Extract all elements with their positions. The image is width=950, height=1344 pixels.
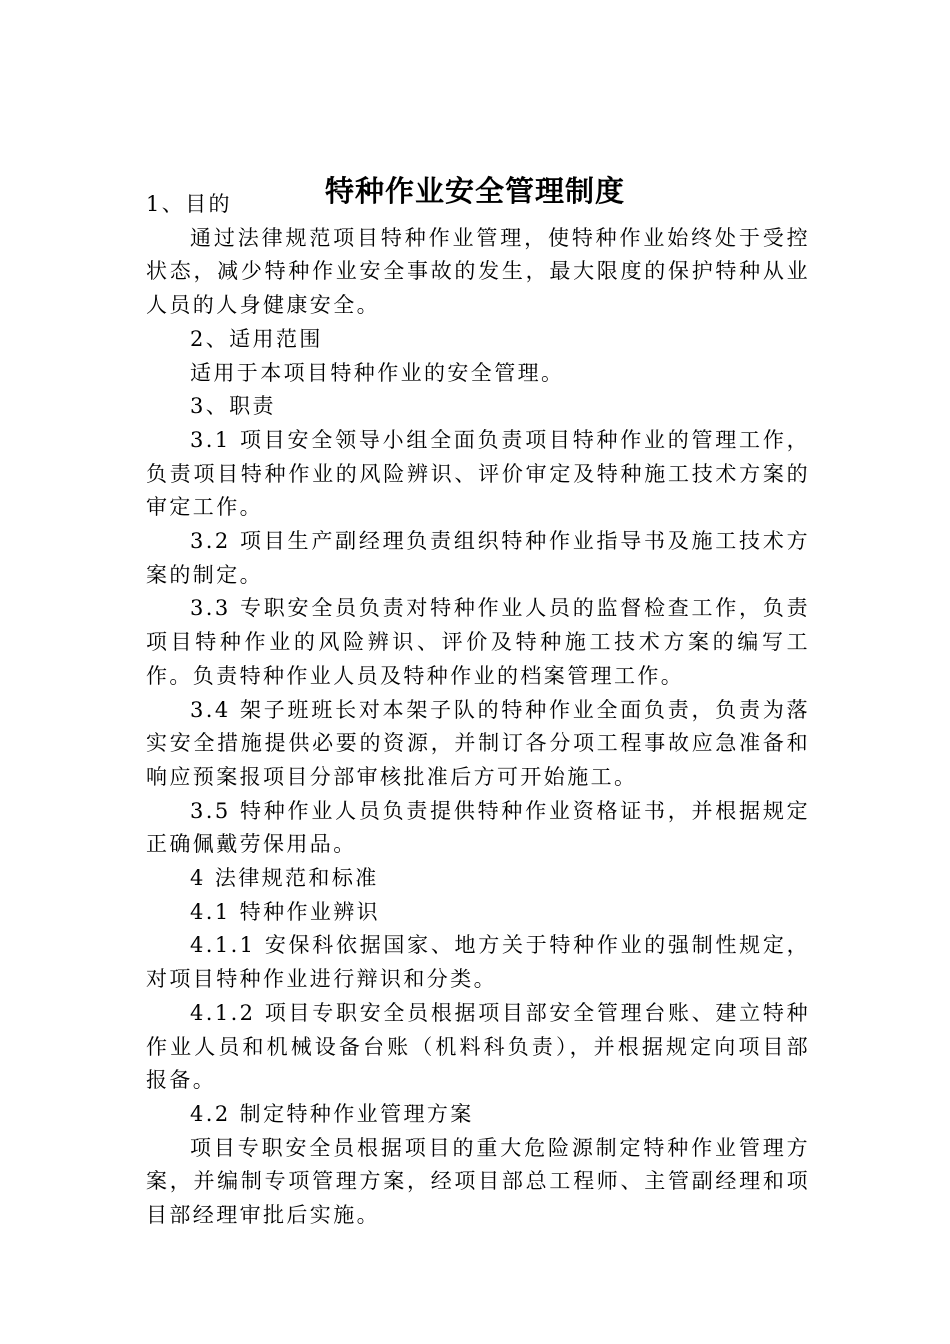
paragraph-4-1-1: 4.1.1 安保科依据国家、地方关于特种作业的强制性规定，对项目特种作业进行辩识和分类。 <box>146 933 810 992</box>
paragraph-purpose: 通过法律规范项目特种作业管理，使特种作业始终处于受控状态，减少特种作业安全事故的发生，最大限度的保护特种从业人员的人身健康安全。 <box>146 225 810 318</box>
paragraph-purpose-heading: 1、目的 <box>146 192 232 216</box>
paragraph-4-1-2: 4.1.2 项目专职安全员根据项目部安全管理台账、建立特种作业人员和机械设备台账（机料科负责），并根据规定向项目部报备。 <box>146 1000 810 1093</box>
paragraph-standards-heading: 4 法律规范和标准 <box>190 866 379 891</box>
paragraph-scope-heading: 2、适用范围 <box>190 326 323 351</box>
paragraph-4-1-heading: 4.1 特种作业辨识 <box>190 899 381 924</box>
paragraph-duty-3-5: 3.5 特种作业人员负责提供特种作业资格证书，并根据规定正确佩戴劳保用品。 <box>146 798 810 857</box>
document-body <box>146 188 810 1233</box>
paragraph-4-2-heading: 4.2 制定特种作业管理方案 <box>190 1101 474 1126</box>
paragraph-duty-3-2: 3.2 项目生产副经理负责组织特种作业指导书及施工技术方案的制定。 <box>146 529 810 587</box>
paragraph-duty-3-3: 3.3 专职安全员负责对特种作业人员的监督检查工作，负责项目特种作业的风险辨识、评价及特种施工技术方案的编写工作。负责特种作业人员及特种作业的档案管理工作。 <box>146 596 810 688</box>
paragraph-duties-heading: 3、职责 <box>190 394 276 419</box>
paragraph-duty-3-4: 3.4 架子班班长对本架子队的特种作业全面负责，负责为落实安全措施提供必要的资源，并制订各分项工程事故应急准备和响应预案报项目分部审核批准后方可开始施工。 <box>146 697 810 789</box>
document-title: 特种作业安全管理制度 <box>324 174 625 209</box>
paragraph-scope: 适用于本项目特种作业的安全管理。 <box>190 360 565 385</box>
paragraph-duty-3-1: 3.1 项目安全领导小组全面负责项目特种作业的管理工作，负责项目特种作业的风险辨识、评价审定及特种施工技术方案的审定工作。 <box>146 427 810 520</box>
paragraph-4-2: 项目专职安全员根据项目的重大危险源制定特种作业管理方案，并编制专项管理方案，经项目部总工程师、主管副经理和项目部经理审批后实施。 <box>146 1135 810 1228</box>
